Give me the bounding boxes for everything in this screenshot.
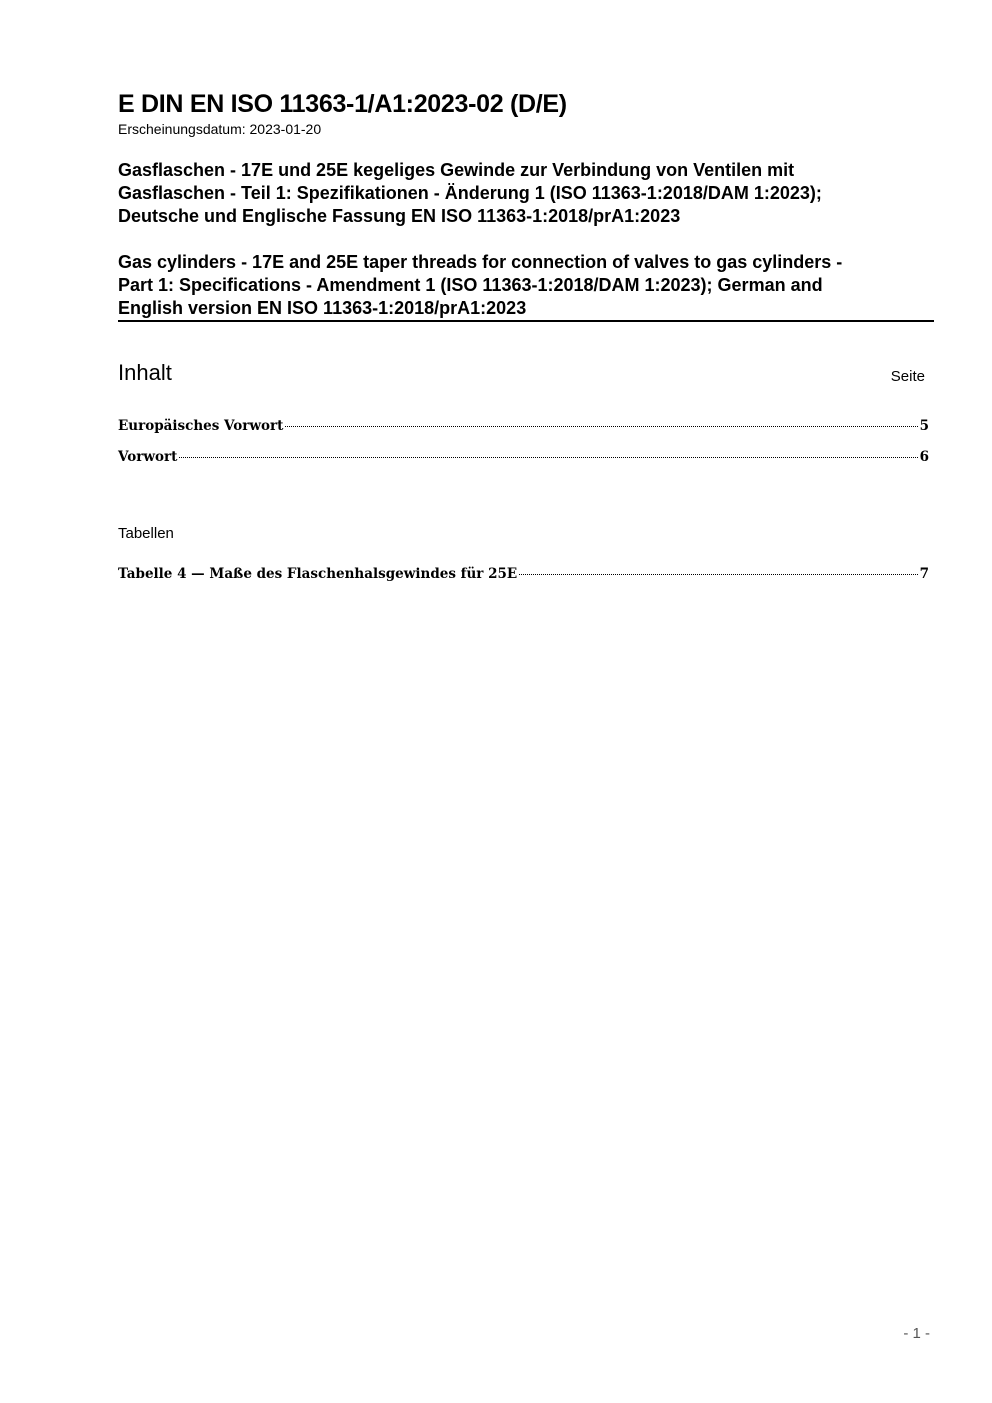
toc-entry-label: Europäisches Vorwort: [118, 418, 284, 434]
toc-entry-label: Tabelle 4 — Maße des Flaschenhalsgewindes für 25E: [118, 566, 518, 582]
toc-entry-page: 5: [919, 418, 929, 434]
toc-entry-label: Vorwort: [118, 449, 178, 465]
title-german: [118, 159, 934, 228]
title-english: [118, 251, 934, 320]
toc-entry-page: 6: [919, 449, 929, 465]
title-english-line: Part 1: Specifications - Amendment 1 (ISO 11363-1:2018/DAM 1:2023); German and: [118, 275, 823, 295]
page-number: - 1 -: [903, 1325, 930, 1342]
title-english-line: Gas cylinders - 17E and 25E taper threads for connection of valves to gas cylinders -: [118, 252, 843, 272]
title-german-line: Gasflaschen - 17E und 25E kegeliges Gewinde zur Verbindung von Ventilen mit: [118, 160, 795, 180]
title-english-line: English version EN ISO 11363-1:2018/prA1:2023: [118, 298, 527, 318]
toc-leader-dots: [285, 426, 917, 427]
toc-entry-vorwort[interactable]: [118, 449, 929, 465]
title-divider: [118, 320, 934, 322]
title-german-line: Gasflaschen - Teil 1: Spezifikationen - Änderung 1 (ISO 11363-1:2018/DAM 1:2023);: [118, 183, 822, 203]
toc-leader-dots: [179, 457, 917, 458]
toc-leader-dots: [519, 574, 917, 575]
publication-date: Erscheinungsdatum: 2023-01-20: [118, 121, 322, 137]
toc-entry-page: 7: [919, 566, 929, 582]
title-german-line: Deutsche und Englische Fassung EN ISO 11363-1:2018/prA1:2023: [118, 206, 681, 226]
toc-entry-europaeisches-vorwort[interactable]: [118, 418, 929, 434]
document-id: E DIN EN ISO 11363-1/A1:2023-02 (D/E): [118, 90, 567, 118]
tables-heading: Tabellen: [118, 525, 174, 542]
toc-page-label: Seite: [890, 368, 925, 385]
toc-entry-tabelle-4[interactable]: [118, 566, 929, 582]
toc-heading: Inhalt: [118, 360, 172, 385]
